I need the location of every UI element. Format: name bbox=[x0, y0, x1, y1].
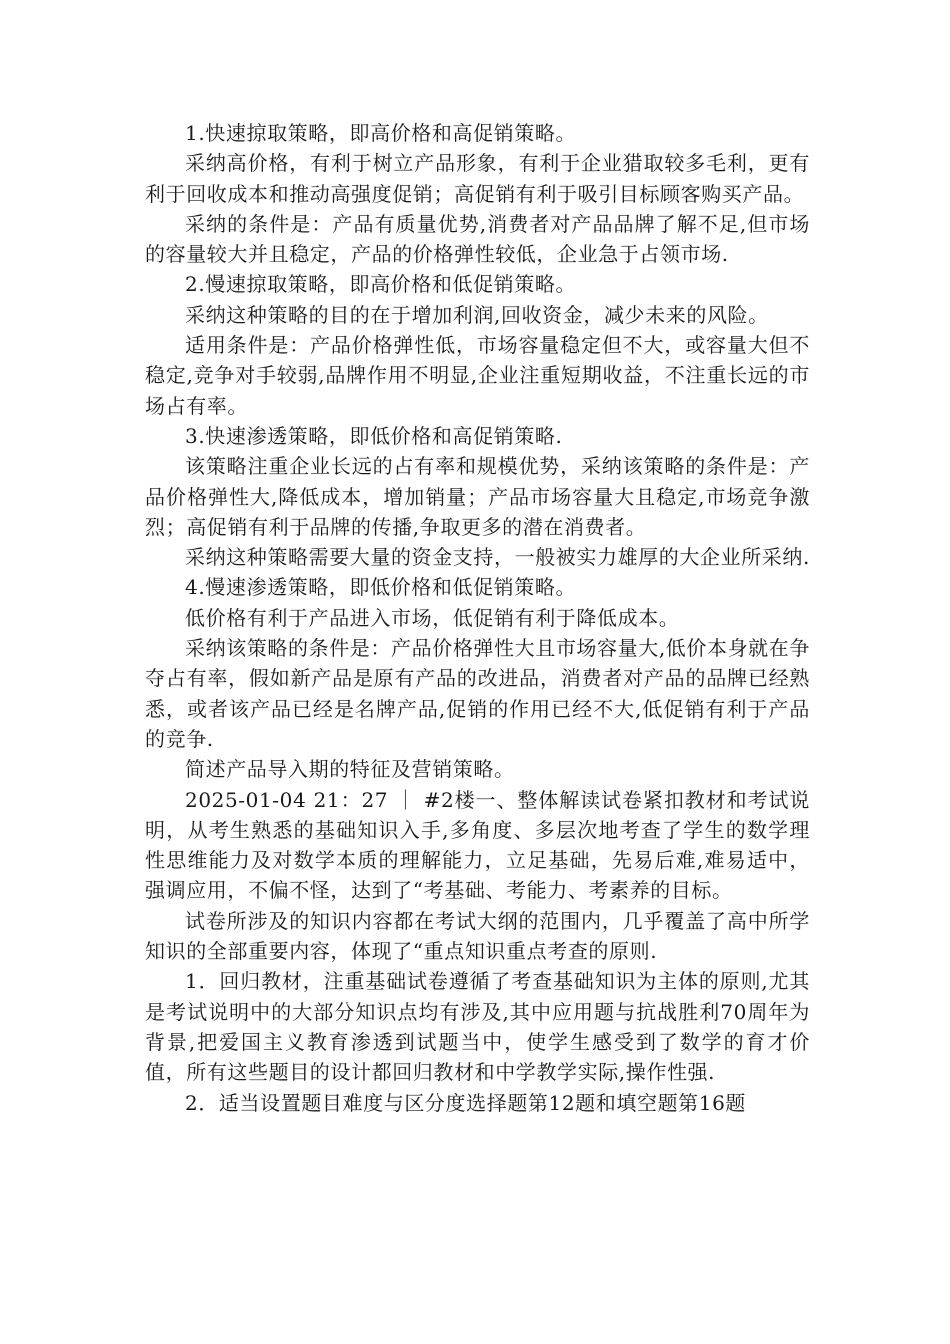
paragraph-5: 采纳这种策略的目的在于增加利润,回收资金，减少未来的风险。 bbox=[185, 302, 769, 327]
paragraph-3: 采纳的条件是：产品有质量优势,消费者对产品品牌了解不足,但市场的容量较大并且稳定，产品的价格弹性较低，企业急于占领市场. bbox=[145, 211, 810, 267]
paragraph-1: 1.快速掠取策略，即高价格和高促销策略。 bbox=[185, 121, 577, 145]
paragraph-13: 简述产品导入期的特征及营销策略。 bbox=[185, 757, 515, 782]
paragraph-12: 采纳该策略的条件是：产品价格弹性大且市场容量大,低价本身就在争夺占有率，假如新产品是原有产品的改进品，消费者对产品的品牌已经熟悉，或者该产品已经是名牌产品,促销的作用已经不大,低促销有利于产品的竞争. bbox=[145, 636, 810, 751]
paragraph-2: 采纳高价格，有利于树立产品形象，有利于企业猎取较多毛利，更有利于回收成本和推动高强度促销；高促销有利于吸引目标顾客购买产品。 bbox=[145, 151, 810, 206]
paragraph-7: 3.快速渗透策略，即低价格和高促销策略. bbox=[185, 423, 563, 448]
paragraph-6: 适用条件是：产品价格弹性低，市场容量稳定但不大，或容量大但不稳定,竞争对手较弱,品牌作用不明显,企业注重短期收益，不注重长远的市场占有率。 bbox=[145, 333, 810, 418]
paragraph-8: 该策略注重企业长远的占有率和规模优势，采纳该策略的条件是：产品价格弹性大,降低成本，增加销量；产品市场容量大且稳定,市场竞争激烈；高促销有利于品牌的传播,争取更多的潜在消费者。 bbox=[145, 454, 810, 539]
paragraph-4: 2.慢速掠取策略，即高价格和低促销策略。 bbox=[185, 272, 577, 297]
paragraph-10: 4.慢速渗透策略，即低价格和低促销策略。 bbox=[185, 575, 577, 600]
paragraph-15: 试卷所涉及的知识内容都在考试大纲的范围内，几乎覆盖了高中所学知识的全部重要内容，体现了“重点知识重点考查的原则. bbox=[145, 908, 810, 964]
paragraph-11: 低价格有利于产品进入市场，低促销有利于降低成本。 bbox=[185, 605, 680, 630]
paragraph-9: 采纳这种策略需要大量的资金支持，一般被实力雄厚的大企业所采纳. bbox=[185, 545, 810, 570]
document-page bbox=[145, 118, 810, 1118]
paragraph-17: 2．适当设置题目难度与区分度选择题第12题和填空题第16题 bbox=[185, 1090, 747, 1115]
paragraph-14: 2025-01-04 21：27 ｜ #2楼一、整体解读试卷紧扣教材和考试说明，从考生熟悉的基础知识入手,多角度、多层次地考查了学生的数学理性思维能力及对数学本质的理解能力，立足基础，先易后难,难易适中，强调应用，不偏不怪，达到了“考基础、考能力、考素养的目标。 bbox=[145, 787, 810, 903]
paragraph-16: 1．回归教材，注重基础试卷遵循了考查基础知识为主体的原则,尤其是考试说明中的大部分知识点均有涉及,其中应用题与抗战胜利70周年为背景,把爱国主义教育渗透到试题当中，使学生感受到了数学的育才价值，所有这些题目的设计都回归教材和中学教学实际,操作性强. bbox=[145, 969, 810, 1085]
